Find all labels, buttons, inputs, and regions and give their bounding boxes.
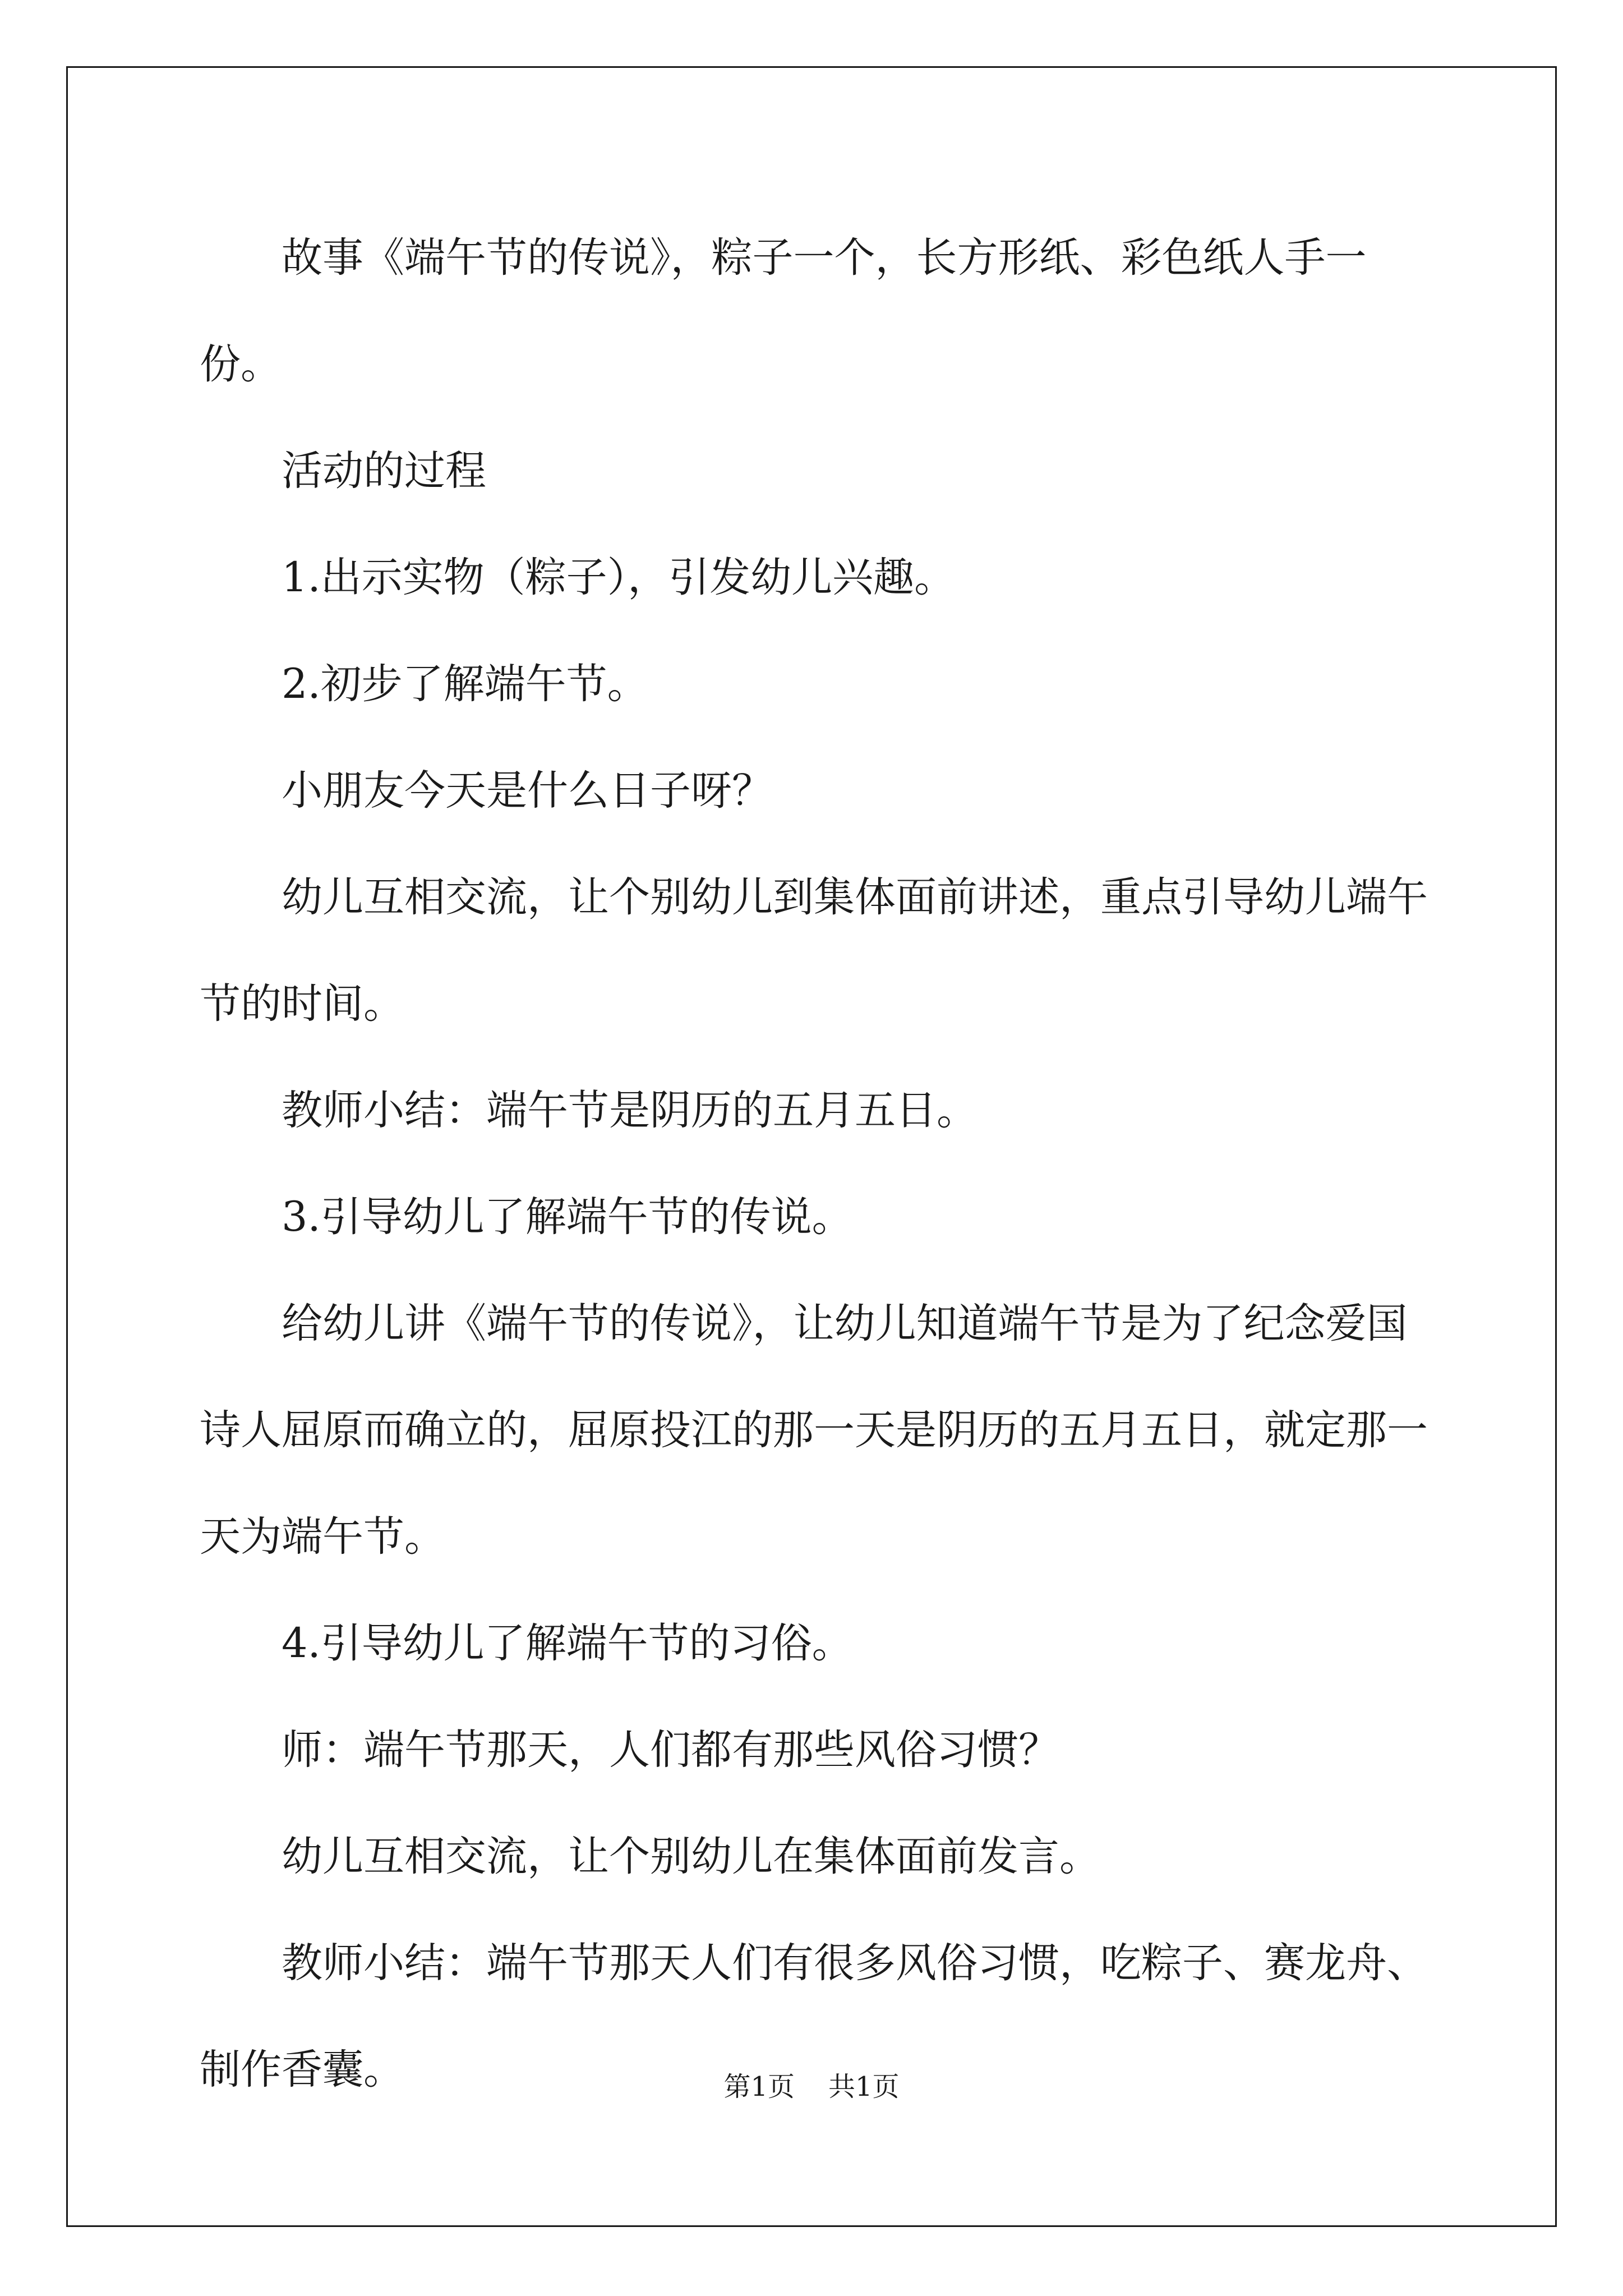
document-body <box>200 205 1428 2123</box>
paragraph: 教师小结：端午节那天人们有很多风俗习惯，吃粽子、赛龙舟、制作香囊。 <box>200 1939 1428 2093</box>
paragraph: 3.引导幼儿了解端午节的传说。 <box>282 1193 853 1241</box>
paragraph: 1.出示实物（粽子），引发幼儿兴趣。 <box>282 554 956 601</box>
paragraph: 幼儿互相交流，让个别幼儿到集体面前讲述，重点引导幼儿端午节的时间。 <box>200 873 1428 1028</box>
paragraph: 给幼儿讲《端午节的传说》，让幼儿知道端午节是为了纪念爱国诗人屈原而确立的，屈原投江的那一天是阴历的五月五日，就定那一天为端午节。 <box>200 1300 1428 1561</box>
paragraph: 4.引导幼儿了解端午节的习俗。 <box>282 1619 853 1667</box>
page-footer <box>0 2070 1623 2104</box>
paragraph: 幼儿互相交流，让个别幼儿在集体面前发言。 <box>282 1833 1100 1880</box>
paragraph: 故事《端午节的传说》，粽子一个，长方形纸、彩色纸人手一份。 <box>200 234 1367 388</box>
paragraph: 活动的过程 <box>282 447 486 495</box>
page-number: 第1页 <box>723 2071 795 2102</box>
paragraph: 师：端午节那天，人们都有那些风俗习惯？ <box>282 1726 1059 1774</box>
paragraph: 小朋友今天是什么日子呀？ <box>282 767 773 815</box>
page-total: 共1页 <box>828 2071 900 2102</box>
paragraph: 2.初步了解端午节。 <box>282 660 648 708</box>
paragraph: 教师小结：端午节是阴历的五月五日。 <box>282 1087 978 1134</box>
